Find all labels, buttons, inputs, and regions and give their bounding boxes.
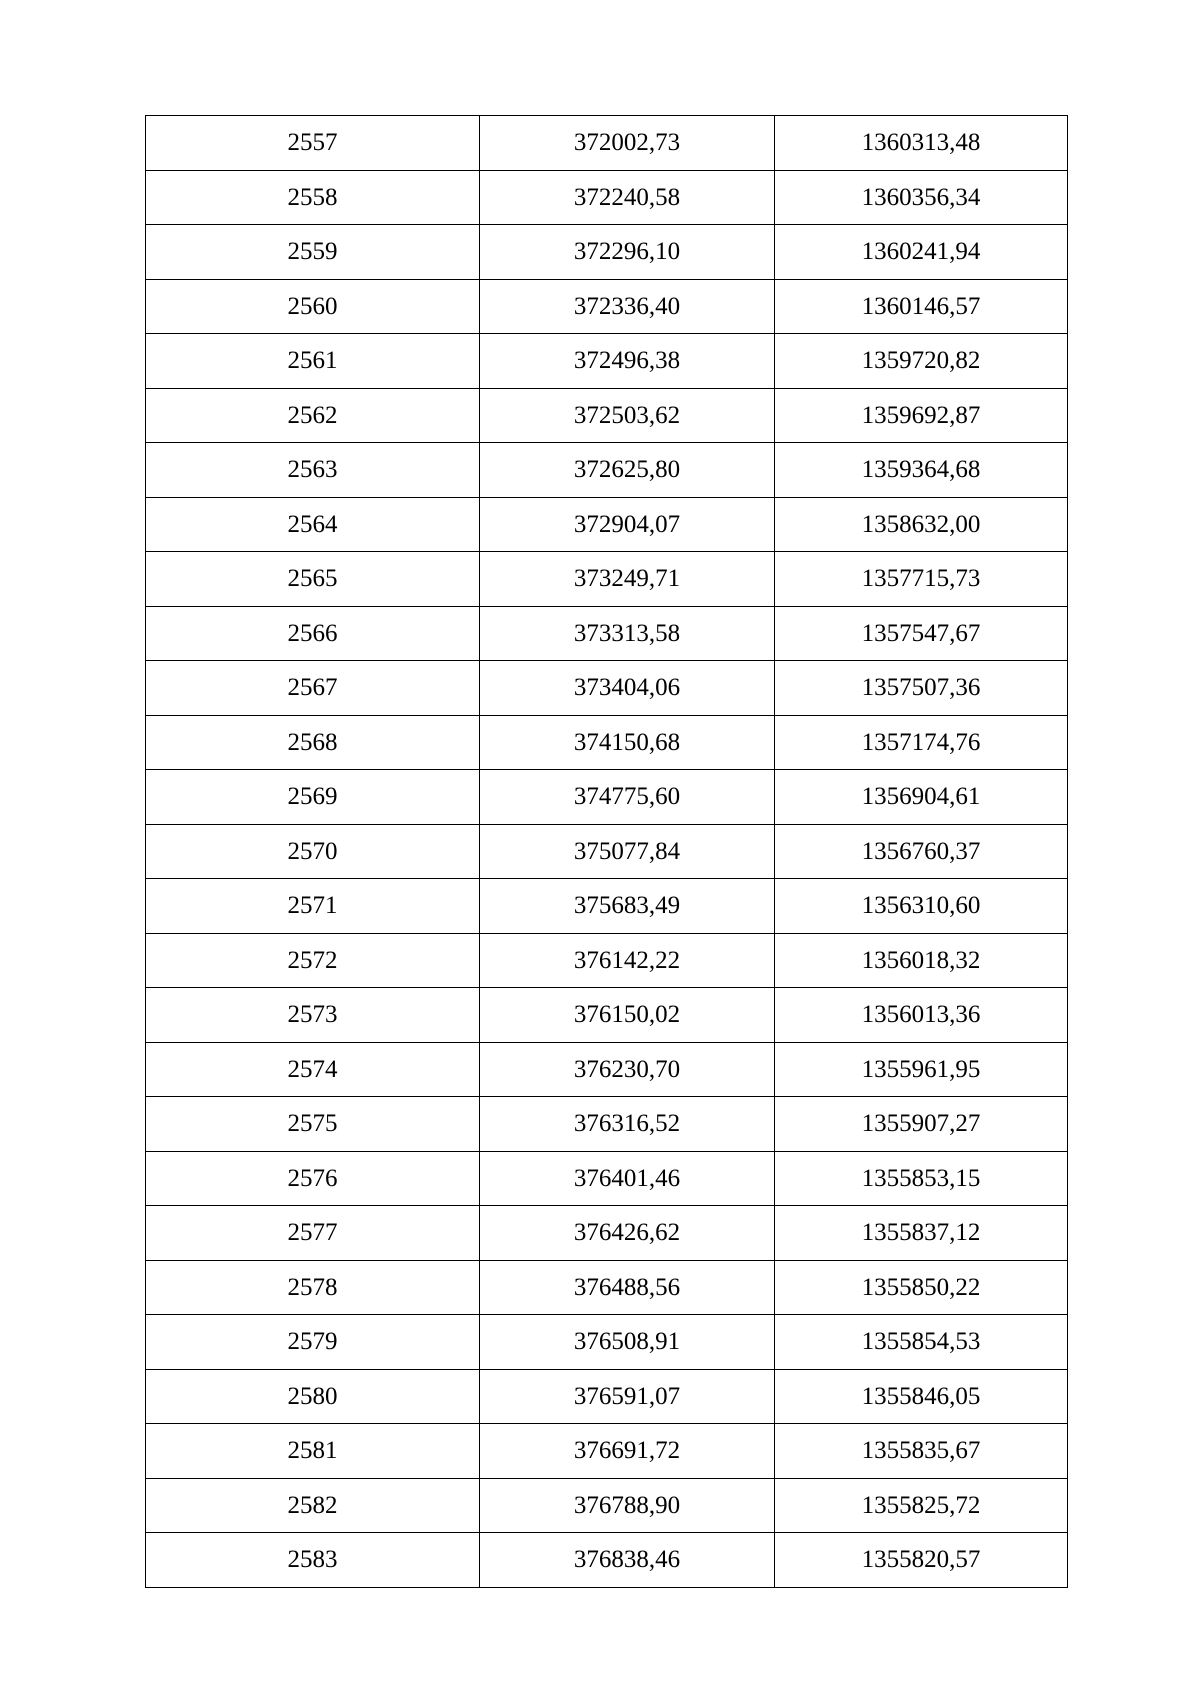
y-coordinate-cell: 1360313,48 xyxy=(775,116,1068,171)
x-coordinate-cell: 376230,70 xyxy=(480,1042,775,1097)
y-coordinate-cell: 1356760,37 xyxy=(775,824,1068,879)
y-coordinate-cell: 1359692,87 xyxy=(775,388,1068,443)
x-coordinate-cell: 376142,22 xyxy=(480,933,775,988)
x-coordinate-cell: 375077,84 xyxy=(480,824,775,879)
y-coordinate-cell: 1359720,82 xyxy=(775,334,1068,389)
y-coordinate-cell: 1355850,22 xyxy=(775,1260,1068,1315)
table-row xyxy=(146,1097,1068,1152)
table-row xyxy=(146,988,1068,1043)
table-row xyxy=(146,334,1068,389)
point-number-cell: 2573 xyxy=(146,988,480,1043)
table-row xyxy=(146,1151,1068,1206)
table-row xyxy=(146,1533,1068,1588)
x-coordinate-cell: 376508,91 xyxy=(480,1315,775,1370)
x-coordinate-cell: 372503,62 xyxy=(480,388,775,443)
table-row xyxy=(146,497,1068,552)
point-number-cell: 2578 xyxy=(146,1260,480,1315)
point-number-cell: 2570 xyxy=(146,824,480,879)
table-row xyxy=(146,225,1068,280)
point-number-cell: 2563 xyxy=(146,443,480,498)
x-coordinate-cell: 372904,07 xyxy=(480,497,775,552)
point-number-cell: 2558 xyxy=(146,170,480,225)
x-coordinate-cell: 372496,38 xyxy=(480,334,775,389)
y-coordinate-cell: 1357507,36 xyxy=(775,661,1068,716)
x-coordinate-cell: 373249,71 xyxy=(480,552,775,607)
y-coordinate-cell: 1355837,12 xyxy=(775,1206,1068,1261)
table-row xyxy=(146,1042,1068,1097)
table-row xyxy=(146,770,1068,825)
x-coordinate-cell: 376401,46 xyxy=(480,1151,775,1206)
table-row xyxy=(146,1478,1068,1533)
point-number-cell: 2571 xyxy=(146,879,480,934)
point-number-cell: 2575 xyxy=(146,1097,480,1152)
table-row xyxy=(146,1206,1068,1261)
x-coordinate-cell: 372625,80 xyxy=(480,443,775,498)
y-coordinate-cell: 1356310,60 xyxy=(775,879,1068,934)
point-number-cell: 2569 xyxy=(146,770,480,825)
y-coordinate-cell: 1355820,57 xyxy=(775,1533,1068,1588)
point-number-cell: 2576 xyxy=(146,1151,480,1206)
table-row xyxy=(146,1424,1068,1479)
point-number-cell: 2579 xyxy=(146,1315,480,1370)
x-coordinate-cell: 376591,07 xyxy=(480,1369,775,1424)
point-number-cell: 2577 xyxy=(146,1206,480,1261)
y-coordinate-cell: 1357174,76 xyxy=(775,715,1068,770)
table-row xyxy=(146,879,1068,934)
point-number-cell: 2568 xyxy=(146,715,480,770)
y-coordinate-cell: 1356904,61 xyxy=(775,770,1068,825)
x-coordinate-cell: 376150,02 xyxy=(480,988,775,1043)
x-coordinate-cell: 376691,72 xyxy=(480,1424,775,1479)
x-coordinate-cell: 376788,90 xyxy=(480,1478,775,1533)
table-row xyxy=(146,824,1068,879)
point-number-cell: 2574 xyxy=(146,1042,480,1097)
y-coordinate-cell: 1355961,95 xyxy=(775,1042,1068,1097)
table-row xyxy=(146,170,1068,225)
y-coordinate-cell: 1355907,27 xyxy=(775,1097,1068,1152)
table-row xyxy=(146,715,1068,770)
point-number-cell: 2562 xyxy=(146,388,480,443)
x-coordinate-cell: 374150,68 xyxy=(480,715,775,770)
table-row xyxy=(146,279,1068,334)
x-coordinate-cell: 374775,60 xyxy=(480,770,775,825)
table-row xyxy=(146,443,1068,498)
table-row xyxy=(146,1260,1068,1315)
y-coordinate-cell: 1360146,57 xyxy=(775,279,1068,334)
x-coordinate-cell: 376838,46 xyxy=(480,1533,775,1588)
table-row xyxy=(146,606,1068,661)
y-coordinate-cell: 1357715,73 xyxy=(775,552,1068,607)
table-row xyxy=(146,1369,1068,1424)
point-number-cell: 2583 xyxy=(146,1533,480,1588)
y-coordinate-cell: 1357547,67 xyxy=(775,606,1068,661)
y-coordinate-cell: 1355846,05 xyxy=(775,1369,1068,1424)
x-coordinate-cell: 372240,58 xyxy=(480,170,775,225)
point-number-cell: 2559 xyxy=(146,225,480,280)
table-row xyxy=(146,388,1068,443)
x-coordinate-cell: 372296,10 xyxy=(480,225,775,280)
table-row xyxy=(146,116,1068,171)
y-coordinate-cell: 1359364,68 xyxy=(775,443,1068,498)
x-coordinate-cell: 373404,06 xyxy=(480,661,775,716)
point-number-cell: 2572 xyxy=(146,933,480,988)
table-row xyxy=(146,1315,1068,1370)
point-number-cell: 2557 xyxy=(146,116,480,171)
y-coordinate-cell: 1355825,72 xyxy=(775,1478,1068,1533)
point-number-cell: 2566 xyxy=(146,606,480,661)
coordinates-table xyxy=(145,115,1068,1588)
point-number-cell: 2580 xyxy=(146,1369,480,1424)
coordinates-table-body xyxy=(146,116,1068,1588)
x-coordinate-cell: 376488,56 xyxy=(480,1260,775,1315)
y-coordinate-cell: 1360241,94 xyxy=(775,225,1068,280)
point-number-cell: 2564 xyxy=(146,497,480,552)
table-row xyxy=(146,933,1068,988)
table-row xyxy=(146,661,1068,716)
x-coordinate-cell: 372002,73 xyxy=(480,116,775,171)
x-coordinate-cell: 373313,58 xyxy=(480,606,775,661)
y-coordinate-cell: 1356018,32 xyxy=(775,933,1068,988)
point-number-cell: 2561 xyxy=(146,334,480,389)
y-coordinate-cell: 1355853,15 xyxy=(775,1151,1068,1206)
y-coordinate-cell: 1358632,00 xyxy=(775,497,1068,552)
x-coordinate-cell: 376316,52 xyxy=(480,1097,775,1152)
x-coordinate-cell: 375683,49 xyxy=(480,879,775,934)
y-coordinate-cell: 1355835,67 xyxy=(775,1424,1068,1479)
point-number-cell: 2581 xyxy=(146,1424,480,1479)
table-row xyxy=(146,552,1068,607)
x-coordinate-cell: 376426,62 xyxy=(480,1206,775,1261)
x-coordinate-cell: 372336,40 xyxy=(480,279,775,334)
point-number-cell: 2582 xyxy=(146,1478,480,1533)
y-coordinate-cell: 1360356,34 xyxy=(775,170,1068,225)
point-number-cell: 2565 xyxy=(146,552,480,607)
point-number-cell: 2567 xyxy=(146,661,480,716)
y-coordinate-cell: 1355854,53 xyxy=(775,1315,1068,1370)
point-number-cell: 2560 xyxy=(146,279,480,334)
y-coordinate-cell: 1356013,36 xyxy=(775,988,1068,1043)
